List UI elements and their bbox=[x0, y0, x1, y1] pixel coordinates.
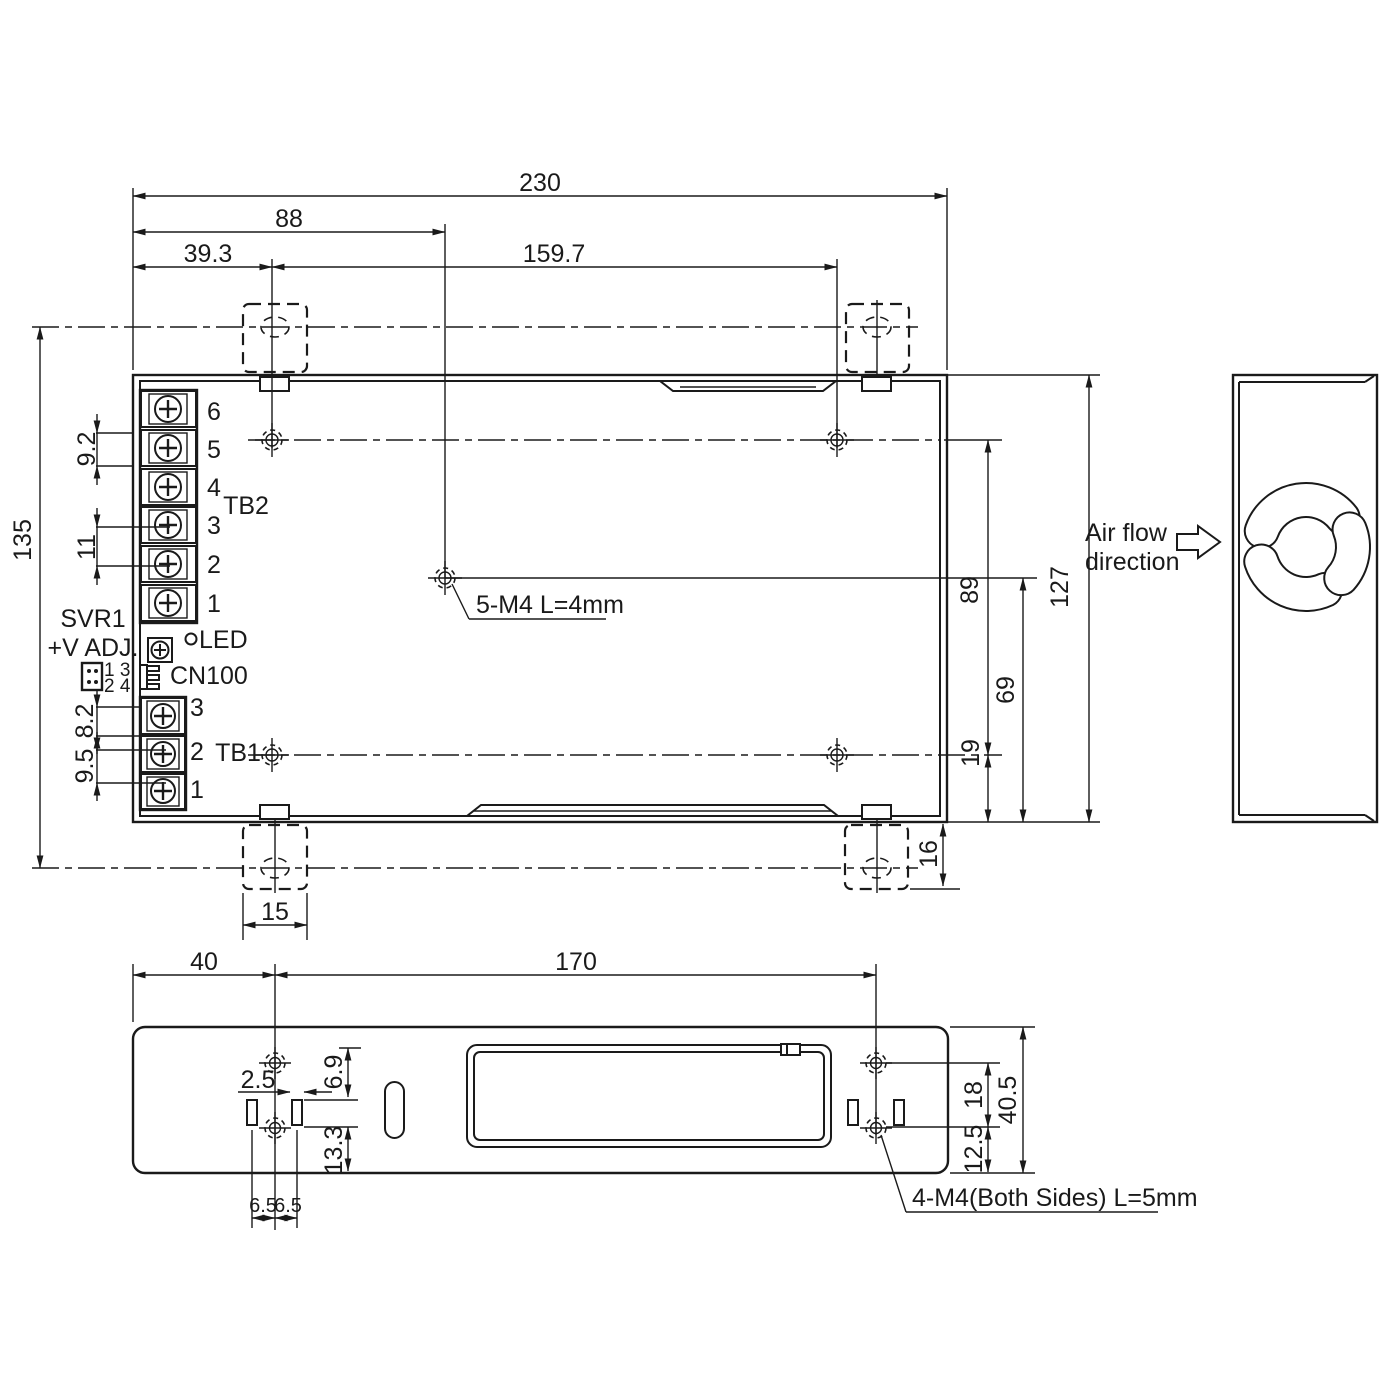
airflow-label-line2: direction bbox=[1085, 548, 1180, 576]
labels bbox=[9, 169, 1198, 1217]
vent-slot bbox=[247, 1100, 257, 1125]
dim-label-6-5-left: 6.5 bbox=[249, 1195, 277, 1217]
svr-connector-icon bbox=[82, 663, 102, 690]
vent-slot bbox=[292, 1100, 302, 1125]
dim-label-18: 18 bbox=[960, 1081, 988, 1109]
leader-line bbox=[452, 584, 469, 619]
dim-label-127: 127 bbox=[1046, 566, 1074, 608]
dim-label-6-5-right: 6.5 bbox=[274, 1195, 302, 1217]
m4-hole bbox=[820, 738, 854, 772]
m4-both-sides-note-label: 4-M4(Both Sides) L=5mm bbox=[912, 1184, 1198, 1212]
dim-label-8-2: 8.2 bbox=[71, 703, 99, 739]
dim-label-40-5: 40.5 bbox=[994, 1075, 1022, 1125]
panel-opening-inner bbox=[474, 1052, 824, 1140]
side-view bbox=[1177, 375, 1377, 822]
airflow-label-line1: Air flow bbox=[1085, 519, 1167, 547]
dim-label-170: 170 bbox=[555, 948, 597, 976]
dim-label-135: 135 bbox=[9, 519, 37, 561]
tb2-pin-label: 5 bbox=[207, 436, 221, 464]
tb1-pin-label: 2 bbox=[190, 738, 204, 766]
case-tab bbox=[260, 805, 289, 819]
dim-label-19: 19 bbox=[957, 739, 985, 767]
dim-label-40: 40 bbox=[190, 948, 218, 976]
dim-label-69: 69 bbox=[992, 676, 1020, 704]
dim-label-89: 89 bbox=[956, 576, 984, 604]
dim-label-11: 11 bbox=[73, 534, 101, 560]
dim-label-6-9: 6.9 bbox=[320, 1054, 348, 1090]
tb2-pin-label: 6 bbox=[207, 398, 221, 426]
panel-opening-outer bbox=[467, 1045, 831, 1147]
cn-pin-row1-label: 1 3 bbox=[104, 660, 131, 681]
side-view-chamfer bbox=[1365, 376, 1374, 382]
dim-label-88: 88 bbox=[275, 205, 303, 233]
svr1-potentiometer bbox=[148, 638, 172, 662]
tb2-pin-label: 2 bbox=[207, 551, 221, 579]
dim-label-15: 15 bbox=[261, 898, 289, 926]
cn100-label: CN100 bbox=[170, 662, 248, 690]
tb2-pin-label: 4 bbox=[207, 474, 221, 502]
dim-label-230: 230 bbox=[519, 169, 561, 197]
terminal-block-tb1 bbox=[140, 697, 186, 810]
dim-label-16: 16 bbox=[915, 840, 943, 868]
led-indicator bbox=[186, 634, 197, 645]
terminal-block-tb2 bbox=[140, 390, 197, 623]
top-vent bbox=[660, 381, 836, 391]
vent-slot bbox=[894, 1100, 904, 1125]
tb2-label: TB2 bbox=[223, 492, 269, 520]
case-tab bbox=[862, 377, 891, 391]
dim-label-9-2: 9.2 bbox=[73, 431, 101, 467]
cn100-connector-icon bbox=[140, 665, 159, 689]
bracket-top-left bbox=[243, 304, 307, 372]
dim-label-9-5: 9.5 bbox=[71, 748, 99, 784]
fan-grille-icon bbox=[1244, 483, 1370, 611]
m4-note-label: 5-M4 L=4mm bbox=[476, 591, 624, 619]
vent-slot bbox=[848, 1100, 858, 1125]
tb1-pin-label: 1 bbox=[190, 776, 204, 804]
svr1-label: SVR1 bbox=[60, 605, 126, 633]
tb1-pin-label: 3 bbox=[190, 694, 204, 722]
top-view bbox=[32, 188, 1100, 940]
case-tab bbox=[862, 805, 891, 819]
side-view-chamfer bbox=[1365, 815, 1374, 821]
v-adj-label: +V ADJ. bbox=[47, 634, 139, 662]
dim-label-12-5: 12.5 bbox=[960, 1124, 988, 1174]
opening-notch bbox=[781, 1044, 800, 1055]
tb2-pin-label: 3 bbox=[207, 512, 221, 540]
cn-pin-row2-label: 2 4 bbox=[104, 676, 131, 697]
oblong-slot bbox=[385, 1082, 404, 1138]
dim-label-159-7: 159.7 bbox=[522, 240, 586, 268]
dim-label-2-5: 2.5 bbox=[240, 1066, 276, 1094]
dim-label-39-3: 39.3 bbox=[183, 240, 233, 268]
tb1-label: TB1 bbox=[215, 739, 261, 767]
dim-label-13-3: 13.3 bbox=[320, 1125, 348, 1175]
led-label: LED bbox=[199, 626, 248, 654]
case-tab bbox=[260, 377, 289, 391]
airflow-arrow-icon bbox=[1177, 526, 1220, 558]
tb2-pin-label: 1 bbox=[207, 590, 221, 618]
